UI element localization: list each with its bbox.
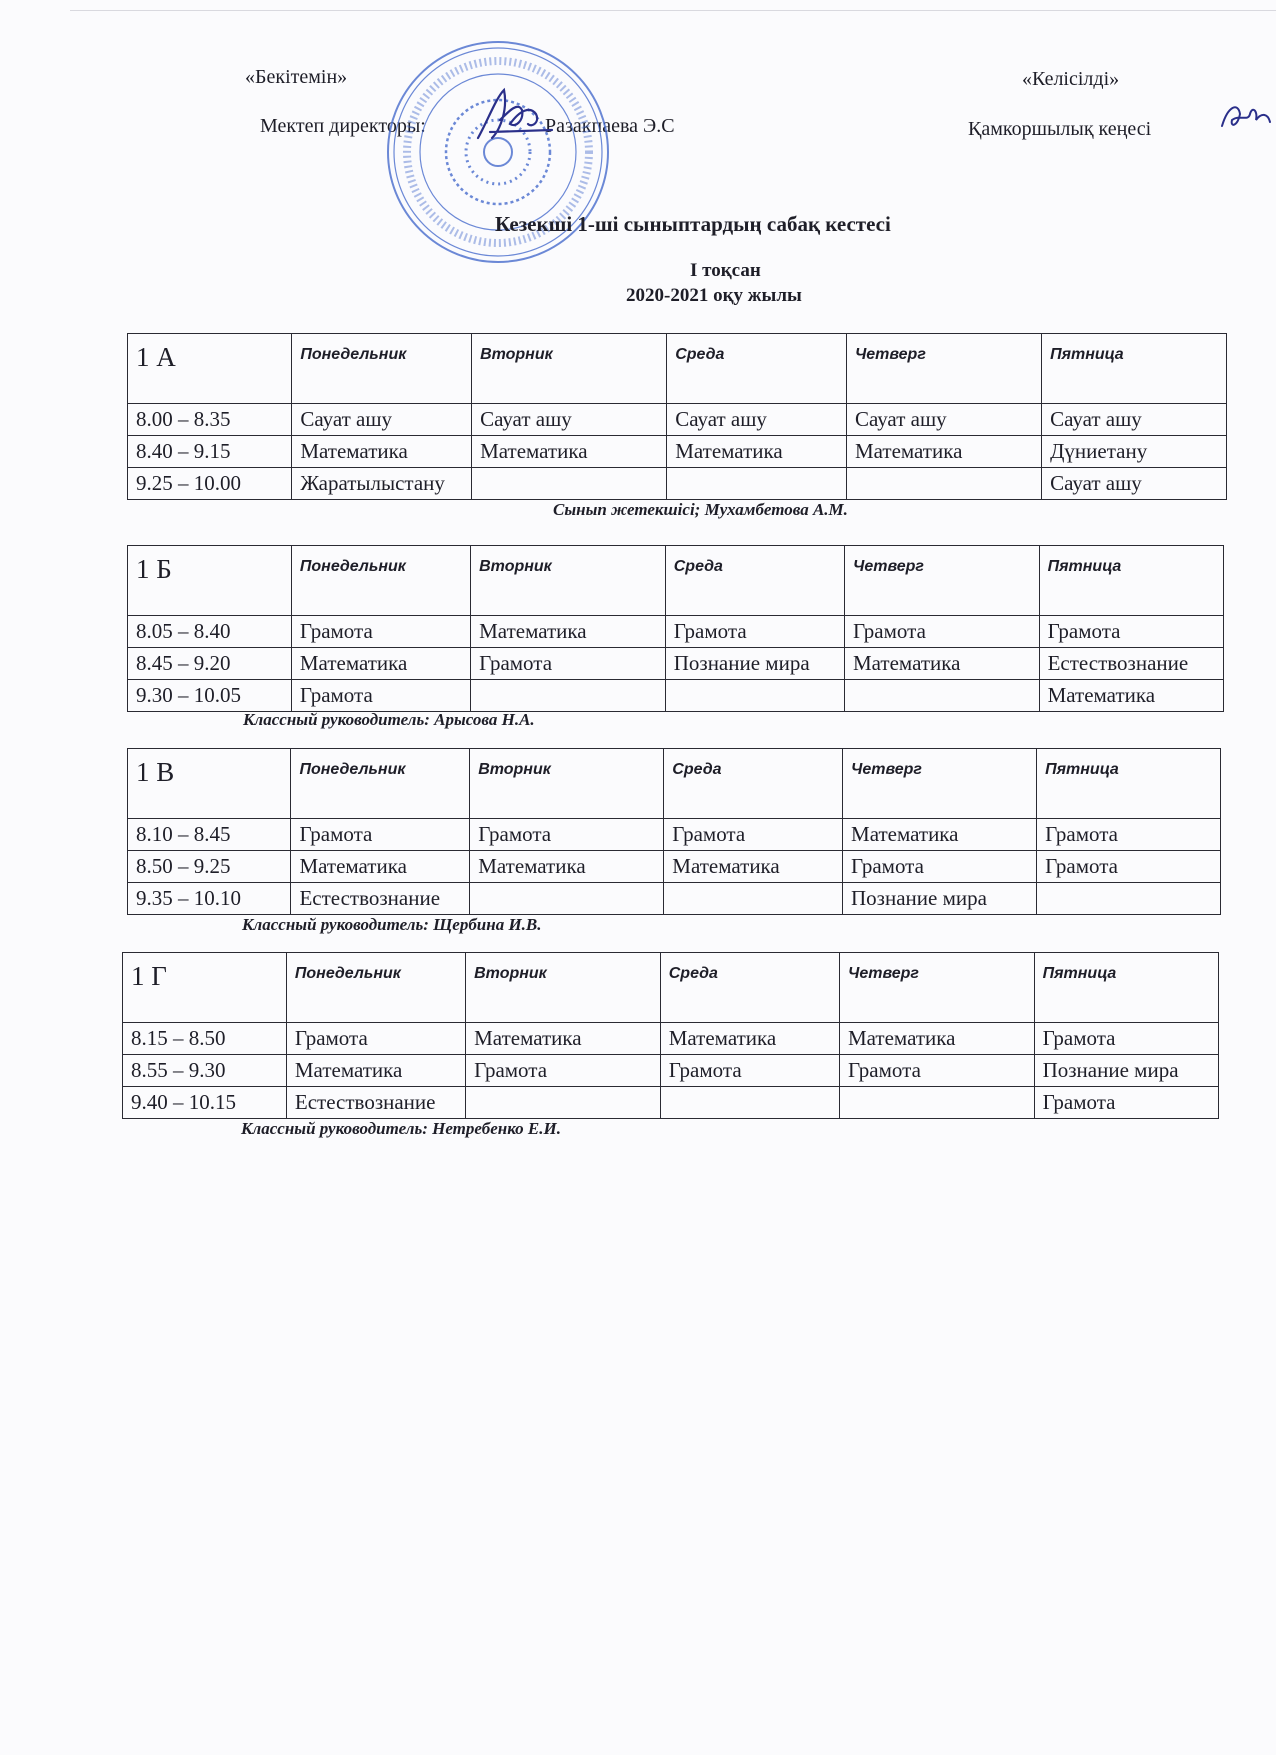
lesson-cell: Сауат ашу (846, 404, 1041, 436)
lesson-cell: Познание мира (665, 648, 844, 680)
lesson-cell: Грамота (1037, 819, 1221, 851)
schedule-table-1a (127, 333, 1227, 500)
lesson-cell (846, 468, 1041, 500)
lesson-cell: Грамота (1034, 1023, 1218, 1055)
lesson-cell: Математика (470, 851, 664, 883)
lesson-cell: Грамота (291, 819, 470, 851)
day-header: Понедельник (291, 749, 470, 819)
lesson-time: 8.00 – 8.35 (128, 404, 292, 436)
table-row (128, 436, 1227, 468)
class-name: 1 Г (123, 953, 287, 1023)
lesson-cell: Грамота (1039, 616, 1223, 648)
lesson-cell (1037, 883, 1221, 915)
lesson-cell (664, 883, 843, 915)
day-header: Среда (665, 546, 844, 616)
lesson-cell: Математика (291, 851, 470, 883)
lesson-cell: Грамота (1034, 1087, 1218, 1119)
director-signature (470, 80, 560, 150)
lesson-cell: Сауат ашу (667, 404, 847, 436)
day-header: Понедельник (286, 953, 465, 1023)
day-header: Четверг (844, 546, 1039, 616)
table-row (128, 648, 1224, 680)
table-row (123, 1087, 1219, 1119)
lesson-cell (660, 1087, 839, 1119)
lesson-cell: Математика (664, 851, 843, 883)
lesson-cell: Грамота (291, 616, 470, 648)
lesson-cell (844, 680, 1039, 712)
lesson-cell (466, 1087, 661, 1119)
lesson-cell: Математика (1039, 680, 1223, 712)
lesson-cell: Математика (843, 819, 1037, 851)
lesson-cell: Математика (286, 1055, 465, 1087)
page-top-rule (70, 10, 1276, 11)
lesson-cell: Грамота (660, 1055, 839, 1087)
lesson-cell: Грамота (466, 1055, 661, 1087)
lesson-cell: Грамота (844, 616, 1039, 648)
day-header: Пятница (1039, 546, 1223, 616)
day-header: Четверг (843, 749, 1037, 819)
director-label: Мектеп директоры: (260, 115, 426, 137)
director-name: Разакпаева Э.С (545, 115, 675, 137)
class-teacher-1b: Классный руководитель: Арысова Н.А. (243, 710, 535, 729)
table-row (128, 851, 1221, 883)
day-header: Пятница (1037, 749, 1221, 819)
lesson-cell: Математика (660, 1023, 839, 1055)
lesson-cell: Дүниетану (1042, 436, 1227, 468)
lesson-cell: Грамота (1037, 851, 1221, 883)
lesson-time: 9.30 – 10.05 (128, 680, 292, 712)
lesson-cell: Естествознание (1039, 648, 1223, 680)
lesson-cell (472, 468, 667, 500)
lesson-time: 8.10 – 8.45 (128, 819, 291, 851)
class-name: 1 Б (128, 546, 292, 616)
table-header-row (128, 749, 1221, 819)
day-header: Среда (660, 953, 839, 1023)
day-header: Среда (664, 749, 843, 819)
council-signature (1218, 92, 1274, 142)
day-header: Четверг (846, 334, 1041, 404)
schedule-table-1b (127, 545, 1224, 712)
lesson-cell: Математика (667, 436, 847, 468)
table-row (128, 616, 1224, 648)
day-header: Пятница (1034, 953, 1218, 1023)
school-year-label: 2020-2021 оқу жылы (626, 285, 802, 306)
lesson-cell: Естествознание (291, 883, 470, 915)
table-row (123, 1023, 1219, 1055)
day-header: Четверг (839, 953, 1034, 1023)
approval-right-title: «Келісілді» (1022, 68, 1120, 90)
lesson-cell: Грамота (664, 819, 843, 851)
lesson-time: 8.05 – 8.40 (128, 616, 292, 648)
lesson-cell: Грамота (843, 851, 1037, 883)
table-row (128, 404, 1227, 436)
table-row (128, 468, 1227, 500)
lesson-cell: Математика (291, 648, 470, 680)
table-header-row (123, 953, 1219, 1023)
lesson-cell: Математика (844, 648, 1039, 680)
lesson-cell (665, 680, 844, 712)
lesson-time: 9.40 – 10.15 (123, 1087, 287, 1119)
lesson-cell (839, 1087, 1034, 1119)
lesson-cell: Грамота (291, 680, 470, 712)
day-header: Пятница (1042, 334, 1227, 404)
quarter-label: І тоқсан (690, 260, 761, 281)
council-label: Қамкоршылық кеңесі (968, 118, 1152, 140)
day-header: Вторник (471, 546, 666, 616)
lesson-cell: Грамота (839, 1055, 1034, 1087)
lesson-time: 8.40 – 9.15 (128, 436, 292, 468)
lesson-cell: Познание мира (843, 883, 1037, 915)
table-row (128, 819, 1221, 851)
table-header-row (128, 546, 1224, 616)
schedule-title: Кезекші 1-ші сыныптардың сабақ кестесі (495, 212, 891, 236)
lesson-cell: Сауат ашу (292, 404, 472, 436)
lesson-cell: Грамота (471, 648, 666, 680)
lesson-cell: Грамота (665, 616, 844, 648)
lesson-cell: Сауат ашу (1042, 404, 1227, 436)
class-name: 1 В (128, 749, 291, 819)
lesson-cell: Математика (292, 436, 472, 468)
day-header: Вторник (470, 749, 664, 819)
table-row (128, 680, 1224, 712)
lesson-cell: Жаратылыстану (292, 468, 472, 500)
approval-left-title: «Бекітемін» (245, 66, 348, 88)
class-teacher-1v: Классный руководитель: Щербина И.В. (242, 915, 542, 934)
lesson-cell: Математика (472, 436, 667, 468)
lesson-cell: Сауат ашу (1042, 468, 1227, 500)
lesson-time: 8.15 – 8.50 (123, 1023, 287, 1055)
schedule-table-1v (127, 748, 1221, 915)
class-teacher-1a: Сынып жетекшісі; Мухамбетова А.М. (553, 500, 848, 519)
lesson-cell: Познание мира (1034, 1055, 1218, 1087)
day-header: Среда (667, 334, 847, 404)
lesson-time: 8.50 – 9.25 (128, 851, 291, 883)
table-header-row (128, 334, 1227, 404)
day-header: Понедельник (292, 334, 472, 404)
day-header: Понедельник (291, 546, 470, 616)
schedule-table-1g (122, 952, 1219, 1119)
lesson-cell: Грамота (470, 819, 664, 851)
lesson-cell (667, 468, 847, 500)
day-header: Вторник (466, 953, 661, 1023)
lesson-cell (471, 680, 666, 712)
lesson-time: 9.35 – 10.10 (128, 883, 291, 915)
lesson-cell: Математика (846, 436, 1041, 468)
table-row (128, 883, 1221, 915)
lesson-time: 8.45 – 9.20 (128, 648, 292, 680)
lesson-cell: Сауат ашу (472, 404, 667, 436)
lesson-cell: Математика (471, 616, 666, 648)
lesson-cell: Естествознание (286, 1087, 465, 1119)
day-header: Вторник (472, 334, 667, 404)
lesson-cell (470, 883, 664, 915)
lesson-time: 8.55 – 9.30 (123, 1055, 287, 1087)
lesson-cell: Грамота (286, 1023, 465, 1055)
class-name: 1 А (128, 334, 292, 404)
class-teacher-1g: Классный руководитель: Нетребенко Е.И. (241, 1119, 561, 1138)
lesson-time: 9.25 – 10.00 (128, 468, 292, 500)
table-row (123, 1055, 1219, 1087)
lesson-cell: Математика (839, 1023, 1034, 1055)
lesson-cell: Математика (466, 1023, 661, 1055)
